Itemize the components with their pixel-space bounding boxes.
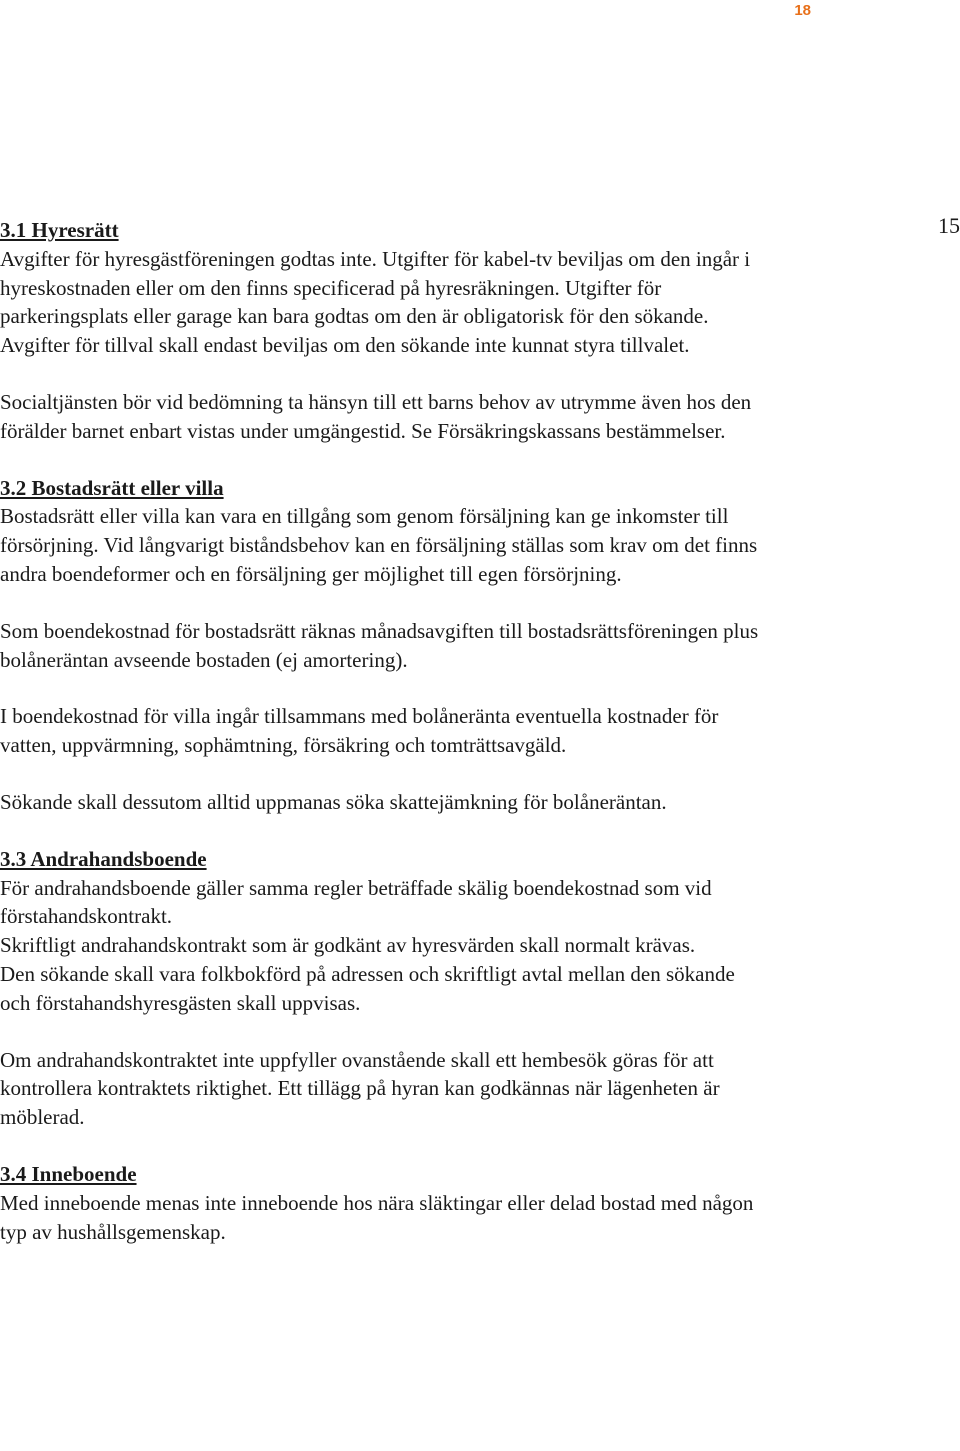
paragraph: Den sökande skall vara folkbokförd på adressen och skriftligt avtal mellan den sökande och förstahandshyresgästen skall uppvisas. — [0, 961, 735, 1015]
paragraph: Skriftligt andrahandskontrakt som är godkänt av hyresvärden skall normalt krävas. — [0, 933, 696, 958]
paragraph: Om andrahandskontraktet inte uppfyller ovanstående skall ett hembesök göras för att kontrollera kontraktets riktighet. Ett tillägg på hyran kan godkännas när lägenheten är möblerad. — [0, 1047, 720, 1130]
paragraph: Som boendekostnad för bostadsrätt räknas månadsavgiften till bostadsrättsföreningen plus bolåneräntan avseende bostaden (ej amortering). — [0, 618, 759, 672]
paragraph: För andrahandsboende gäller samma regler beträffade skälig boendekostnad som vid förstahandskontrakt. — [0, 875, 712, 929]
paragraph: Socialtjänsten bör vid bedömning ta hänsyn till ett barns behov av utrymme även hos den förälder barnet enbart vistas under umgängestid. Se Försäkringskassans bestämmelser. — [0, 389, 752, 443]
section-3-4 — [0, 1160, 760, 1246]
section-heading-bostadsratt: 3.2 Bostadsrätt eller villa — [0, 475, 224, 500]
paragraph: Bostadsrätt eller villa kan vara en tillgång som genom försäljning kan ge inkomster till försörjning. Vid långvarigt biståndsbehov kan en försäljning ställas som krav om det finns andra boendeformer och en försäljning ger möjlighet till egen försörjning. — [0, 504, 758, 586]
section-3-3 — [0, 845, 760, 1132]
document-page-number: 15 — [938, 213, 960, 238]
section-3-2 — [0, 474, 760, 817]
pdf-page-number: 18 — [794, 2, 811, 19]
section-heading-andrahandsboende: 3.3 Andrahandsboende — [0, 846, 207, 871]
paragraph: Med inneboende menas inte inneboende hos nära släktingar eller delad bostad med någon typ av hushållsgemenskap. — [0, 1190, 754, 1244]
section-3-1 — [0, 216, 760, 446]
document-body — [0, 216, 760, 1246]
section-heading-hyresratt: 3.1 Hyresrätt — [0, 218, 119, 242]
paragraph: I boendekostnad för villa ingår tillsammans med bolåneränta eventuella kostnader för vatten, uppvärmning, sophämtning, försäkring och tomträttsavgäld. — [0, 704, 719, 758]
section-heading-inneboende: 3.4 Inneboende — [0, 1161, 137, 1186]
paragraph: Sökande skall dessutom alltid uppmanas söka skattejämkning för bolåneräntan. — [0, 789, 667, 814]
paragraph: Avgifter för hyresgästföreningen godtas inte. Utgifter för kabel-tv beviljas om den ingår i hyreskostnaden eller om den finns specificerad på hyresräkningen. Utgifter för parkeringsplats eller garage kan bara godtas om den är obligatorisk för den sökande. Avgifter för tillval skall endast beviljas om den sökande inte kunnat styra tillvalet. — [0, 246, 751, 358]
